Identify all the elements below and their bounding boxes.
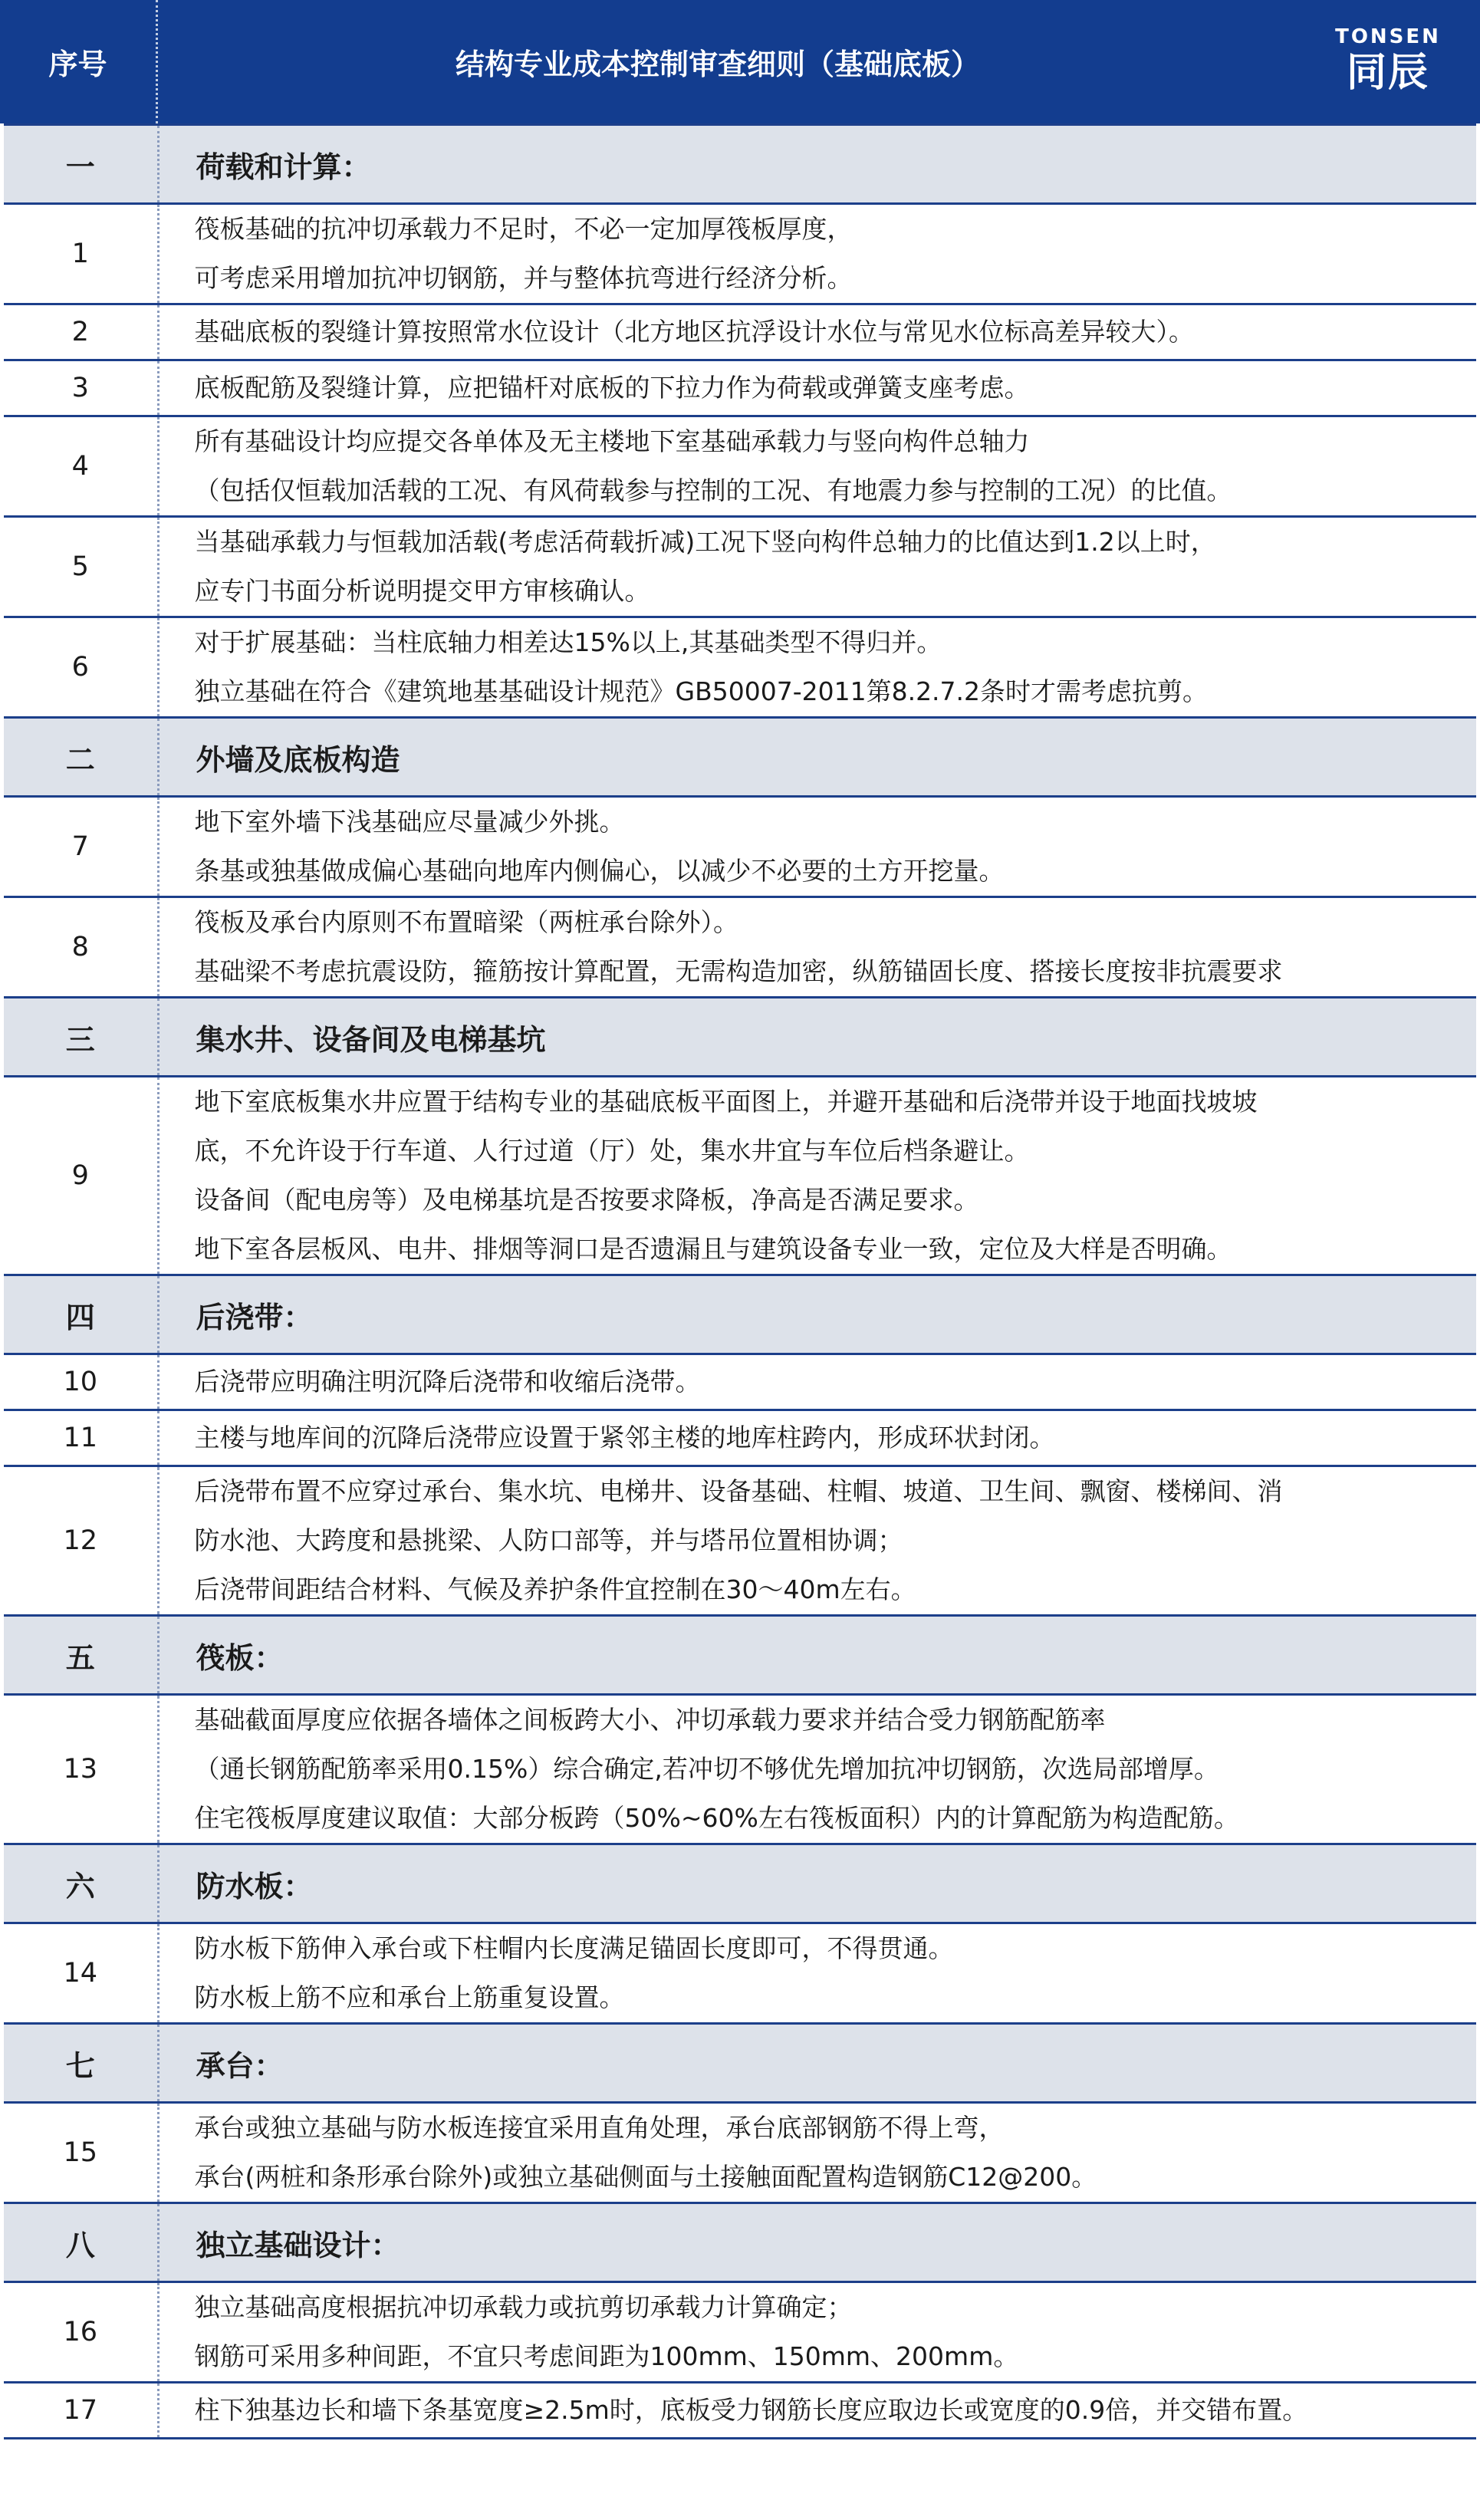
rule-number: 9	[4, 1077, 158, 1275]
section-header-row	[4, 1616, 1476, 1695]
rule-text-line: 基础梁不考虑抗震设防，箍筋按计算配置，无需构造加密，纵筋锚固长度、搭接长度按非抗震要求	[194, 956, 1283, 986]
rule-text	[158, 897, 1476, 998]
rule-text	[158, 360, 1476, 416]
rule-row	[4, 1410, 1476, 1466]
section-header-row	[4, 998, 1476, 1077]
rule-row	[4, 2282, 1476, 2383]
rule-text	[158, 2103, 1476, 2203]
section-number: 三	[4, 998, 158, 1077]
rule-row	[4, 617, 1476, 718]
rule-number: 12	[4, 1466, 158, 1616]
rule-text	[158, 1410, 1476, 1466]
rule-text-line: 地下室外墙下浅基础应尽量减少外挑。	[194, 807, 625, 837]
rule-text-line: 条基或独基做成偏心基础向地库内侧偏心，以减少不必要的土方开挖量。	[194, 856, 1005, 886]
rule-text-line: 承台(两桩和条形承台除外)或独立基础侧面与土接触面配置构造钢筋C12@200。	[194, 2162, 1097, 2192]
rule-text-line: 主楼与地库间的沉降后浇带应设置于紧邻主楼的地库柱跨内，形成环状封闭。	[194, 1423, 1055, 1452]
rule-text-line: 底，不允许设于行车道、人行过道（厅）处，集水井宜与车位后档条避让。	[194, 1136, 1030, 1166]
rule-row	[4, 517, 1476, 617]
rule-text	[158, 797, 1476, 897]
rule-row	[4, 2103, 1476, 2203]
section-title: 荷载和计算：	[158, 125, 1476, 204]
rule-text-line: 基础底板的裂缝计算按照常水位设计（北方地区抗浮设计水位与常见水位标高差异较大）。	[194, 317, 1194, 347]
rule-number: 5	[4, 517, 158, 617]
rule-row	[4, 204, 1476, 304]
rule-text-line: 后浇带布置不应穿过承台、集水坑、电梯井、设备基础、柱帽、坡道、卫生间、飘窗、楼梯间、消	[194, 1476, 1283, 1506]
rule-number: 6	[4, 617, 158, 718]
section-title: 外墙及底板构造	[158, 718, 1476, 797]
rule-text-line: 独立基础在符合《建筑地基基础设计规范》GB50007-2011第8.2.7.2条时才需考虑抗剪。	[194, 676, 1209, 706]
section-header-row	[4, 718, 1476, 797]
column-header-number: 序号	[0, 0, 158, 123]
rule-text-line: 钢筋可采用多种间距，不宜只考虑间距为100mm、150mm、200mm。	[194, 2341, 1019, 2371]
section-number: 二	[4, 718, 158, 797]
rule-number: 4	[4, 416, 158, 517]
rule-row	[4, 1354, 1476, 1410]
rule-row	[4, 416, 1476, 517]
rule-number: 1	[4, 204, 158, 304]
rule-text	[158, 1695, 1476, 1844]
rule-text-line: 防水板上筋不应和承台上筋重复设置。	[194, 1982, 625, 2012]
logo-english-text: TONSEN	[1335, 25, 1441, 48]
rule-number: 15	[4, 2103, 158, 2203]
rule-row	[4, 2383, 1476, 2439]
rule-text-line: 筏板基础的抗冲切承载力不足时，不必一定加厚筏板厚度，	[194, 214, 853, 244]
section-number: 八	[4, 2203, 158, 2282]
section-number: 五	[4, 1616, 158, 1695]
rule-row	[4, 797, 1476, 897]
rule-text	[158, 2282, 1476, 2383]
section-title: 防水板：	[158, 1844, 1476, 1923]
rule-text	[158, 617, 1476, 718]
rule-text-line: 筏板及承台内原则不布置暗梁（两桩承台除外）。	[194, 907, 738, 937]
rule-text	[158, 2383, 1476, 2439]
rule-row	[4, 897, 1476, 998]
rules-table-body	[4, 125, 1476, 2439]
table-header	[0, 0, 1480, 123]
section-header-row	[4, 2024, 1476, 2103]
rule-text-line: 设备间（配电房等）及电梯基坑是否按要求降板，净高是否满足要求。	[194, 1185, 979, 1215]
section-title: 独立基础设计：	[158, 2203, 1476, 2282]
section-header-row	[4, 125, 1476, 204]
rule-text-line: 承台或独立基础与防水板连接宜采用直角处理，承台底部钢筋不得上弯，	[194, 2113, 1005, 2143]
page-title: 结构专业成本控制审查细则（基础底板）	[455, 48, 980, 81]
rule-number: 11	[4, 1410, 158, 1466]
rule-number: 7	[4, 797, 158, 897]
rule-text-line: 独立基础高度根据抗冲切承载力或抗剪切承载力计算确定；	[194, 2292, 853, 2322]
section-header-row	[4, 2203, 1476, 2282]
rule-row	[4, 304, 1476, 360]
rule-text-line: 当基础承载力与恒载加活载(考虑活荷载折减)工况下竖向构件总轴力的比值达到1.2以上时，	[194, 527, 1216, 557]
rule-text	[158, 304, 1476, 360]
rule-text	[158, 416, 1476, 517]
section-header-row	[4, 1275, 1476, 1354]
section-header-row	[4, 1844, 1476, 1923]
section-number: 一	[4, 125, 158, 204]
rule-number: 16	[4, 2282, 158, 2383]
rule-text-line: 住宅筏板厚度建议取值：大部分板跨（50%~60%左右筏板面积）内的计算配筋为构造配筋。	[194, 1803, 1239, 1833]
logo-chinese-text: 同辰	[1346, 50, 1429, 96]
section-title: 集水井、设备间及电梯基坑	[158, 998, 1476, 1077]
section-number: 六	[4, 1844, 158, 1923]
rule-text-line: 地下室各层板风、电井、排烟等洞口是否遗漏且与建筑设备专业一致，定位及大样是否明确。	[194, 1234, 1232, 1264]
rule-text-line: 所有基础设计均应提交各单体及无主楼地下室基础承载力与竖向构件总轴力	[194, 426, 1030, 456]
rule-text-line: 基础截面厚度应依据各墙体之间板跨大小、冲切承载力要求并结合受力钢筋配筋率	[194, 1705, 1106, 1735]
section-title: 筏板：	[158, 1616, 1476, 1695]
section-number: 四	[4, 1275, 158, 1354]
rule-text-line: 柱下独基边长和墙下条基宽度≥2.5m时，底板受力钢筋长度应取边长或宽度的0.9倍，并交错布置。	[194, 2395, 1308, 2425]
rule-row	[4, 1923, 1476, 2024]
rule-text-line: 后浇带间距结合材料、气候及养护条件宜控制在30～40m左右。	[194, 1574, 916, 1604]
rule-number: 14	[4, 1923, 158, 2024]
rule-text-line: （包括仅恒载加活载的工况、有风荷载参与控制的工况、有地震力参与控制的工况）的比值。	[194, 475, 1232, 505]
rule-number: 8	[4, 897, 158, 998]
rule-number: 17	[4, 2383, 158, 2439]
rule-text	[158, 1466, 1476, 1616]
rule-text-line: 防水板下筋伸入承台或下柱帽内长度满足锚固长度即可，不得贯通。	[194, 1933, 954, 1963]
rule-row	[4, 1695, 1476, 1844]
rules-table	[4, 123, 1476, 2439]
rule-text	[158, 1354, 1476, 1410]
rule-text-line: 应专门书面分析说明提交甲方审核确认。	[194, 576, 650, 606]
rule-number: 10	[4, 1354, 158, 1410]
rule-text	[158, 1923, 1476, 2024]
rule-text	[158, 1077, 1476, 1275]
rule-text-line: 地下室底板集水井应置于结构专业的基础底板平面图上，并避开基础和后浇带并设于地面找坡坡	[194, 1087, 1258, 1117]
rule-text-line: 后浇带应明确注明沉降后浇带和收缩后浇带。	[194, 1367, 701, 1397]
section-title: 后浇带：	[158, 1275, 1476, 1354]
rule-row	[4, 1077, 1476, 1275]
rule-text-line: 防水池、大跨度和悬挑梁、人防口部等，并与塔吊位置相协调；	[194, 1525, 903, 1555]
rule-number: 2	[4, 304, 158, 360]
rule-text-line: （通长钢筋配筋率采用0.15%）综合确定,若冲切不够优先增加抗冲切钢筋，次选局部增厚。	[194, 1754, 1219, 1784]
rule-text-line: 对于扩展基础：当柱底轴力相差达15%以上,其基础类型不得归并。	[194, 627, 942, 657]
rule-row	[4, 1466, 1476, 1616]
rule-row	[4, 360, 1476, 416]
rule-number: 13	[4, 1695, 158, 1844]
rule-text-line: 可考虑采用增加抗冲切钢筋，并与整体抗弯进行经济分析。	[194, 263, 853, 293]
rule-number: 3	[4, 360, 158, 416]
section-title: 承台：	[158, 2024, 1476, 2103]
rule-text	[158, 517, 1476, 617]
rule-text-line: 底板配筋及裂缝计算，应把锚杆对底板的下拉力作为荷载或弹簧支座考虑。	[194, 373, 1030, 403]
section-number: 七	[4, 2024, 158, 2103]
brand-logo	[1327, 25, 1449, 101]
rule-text	[158, 204, 1476, 304]
